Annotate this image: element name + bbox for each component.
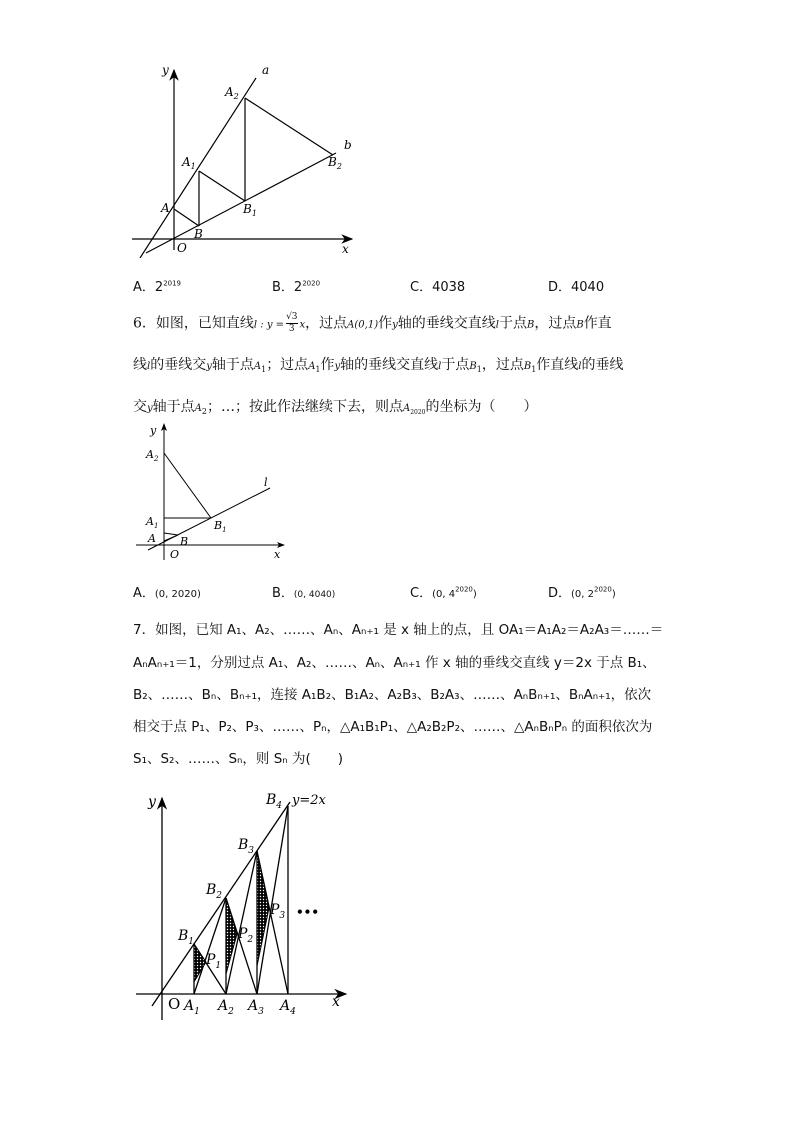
q7-line-4: 相交于点 P₁、P₂、P₃、……、Pₙ，△A₁B₁P₁、△A₂B₂P₂、……、△AₙBₙPₙ 的面积依次为 — [133, 719, 653, 735]
q6-option-c[interactable]: C．(0, $4^{2020}$) — [410, 585, 477, 601]
fig6-y-label: y — [150, 424, 157, 437]
fig6-line-l-label: l — [264, 476, 268, 489]
fig6-x-label: x — [274, 548, 281, 561]
fig6-B-label: B — [180, 535, 189, 548]
fig5-line-a-label: a — [262, 63, 270, 77]
fig5-A1-label: $A_1$ — [182, 155, 196, 171]
q6-line-1: 6．如图，已知直线l : y = $\frac{√3}{3}$ x，过点A(0,1)作y轴的垂线交直线l于点B，过点B作直 — [133, 312, 612, 334]
figure-q7 — [130, 784, 355, 1024]
fig7-A2-label: $A_2$ — [218, 998, 234, 1017]
fig5-B1-label: $B_1$ — [243, 202, 257, 218]
q6-option-b[interactable]: B．(0, 4040) — [272, 586, 336, 601]
shaded-triangle-3 — [257, 851, 269, 966]
fig7-y-label: y — [148, 794, 156, 810]
fig7-origin-label: O — [168, 995, 181, 1013]
fig6-A2-label: $A_2$ — [146, 448, 159, 463]
fig6-origin-label: O — [170, 548, 180, 561]
fig6-B1-label: $B_1$ — [214, 519, 227, 534]
fig6-A-label: A — [148, 532, 156, 545]
q5-option-d[interactable]: D．4040 — [548, 280, 605, 295]
fig5-line-b-label: b — [344, 138, 352, 152]
q5-option-a[interactable]: A．$2^{2019}$ — [133, 279, 182, 295]
fig5-x-label: x — [342, 242, 349, 256]
q7-line-2: AₙAₙ₊₁＝1，分别过点 A₁、A₂、……、Aₙ、Aₙ₊₁ 作 x 轴的垂线交直线 y＝2x 于点 B₁、 — [133, 655, 656, 671]
figure-q5 — [128, 58, 360, 258]
q6-option-d[interactable]: D．(0, $2^{2020}$) — [548, 585, 616, 601]
q6-option-a[interactable]: A．(0, 2020) — [133, 586, 201, 601]
fig7-B2-label: $B_2$ — [206, 882, 223, 901]
q7-line-1: 7．如图，已知 A₁、A₂、……、Aₙ、Aₙ₊₁ 是 x 轴上的点，且 OA₁＝A₁A₂＝A₂A₃＝……＝ — [133, 622, 664, 638]
fig5-origin-label: O — [177, 241, 187, 255]
figure-q6 — [134, 420, 290, 562]
fig5-y-label: y — [162, 63, 169, 77]
fig7-P1-label: $P_1$ — [206, 952, 222, 971]
q7-line-3: B₂、……、Bₙ、Bₙ₊₁，连接 A₁B₂、B₁A₂、A₂B₃、B₂A₃、……、AₙBₙ₊₁、BₙAₙ₊₁，依次 — [133, 687, 652, 703]
q7-line-5: S₁、S₂、……、Sₙ，则 Sₙ 为( ) — [133, 751, 343, 767]
fig5-A-label: A — [161, 201, 170, 215]
fig7-B4-label: $B_4$ — [266, 792, 283, 811]
q5-option-c[interactable]: C．4038 — [410, 280, 466, 295]
q6-line-2: 线l的垂线交y轴于点$A_1$；过点$A_1$作y轴的垂线交直线l于点$B_1$，过点$B_1$作直线l的垂线 — [133, 357, 624, 374]
line-l — [148, 488, 270, 550]
fig5-B-label: B — [194, 227, 203, 241]
shaded-triangle-2 — [226, 898, 237, 974]
q5-option-b[interactable]: B．$2^{2020}$ — [272, 279, 321, 295]
fig7-B1-label: $B_1$ — [178, 928, 195, 947]
fig5-A2-label: $A_2$ — [225, 85, 239, 101]
q6-line-3: 交y轴于点$A_2$；…；按此作法继续下去，则点$A_{2020}$的坐标为（ ） — [133, 399, 538, 416]
fig7-A1-label: $A_1$ — [184, 998, 200, 1017]
fig7-P2-label: $P_2$ — [238, 926, 254, 945]
fig5-B2-label: $B_2$ — [328, 155, 342, 171]
fig7-A4-label: $A_4$ — [280, 998, 296, 1017]
fig6-A1-label: $A_1$ — [146, 515, 159, 530]
fig7-x-label: x — [332, 994, 340, 1010]
fig7-ellipsis: ••• — [296, 905, 320, 919]
fig7-P3-label: $P_3$ — [270, 902, 286, 921]
fig7-B3-label: $B_3$ — [238, 837, 255, 856]
fig7-A3-label: $A_3$ — [248, 998, 264, 1017]
fig7-equation-label: y=2x — [292, 793, 326, 808]
